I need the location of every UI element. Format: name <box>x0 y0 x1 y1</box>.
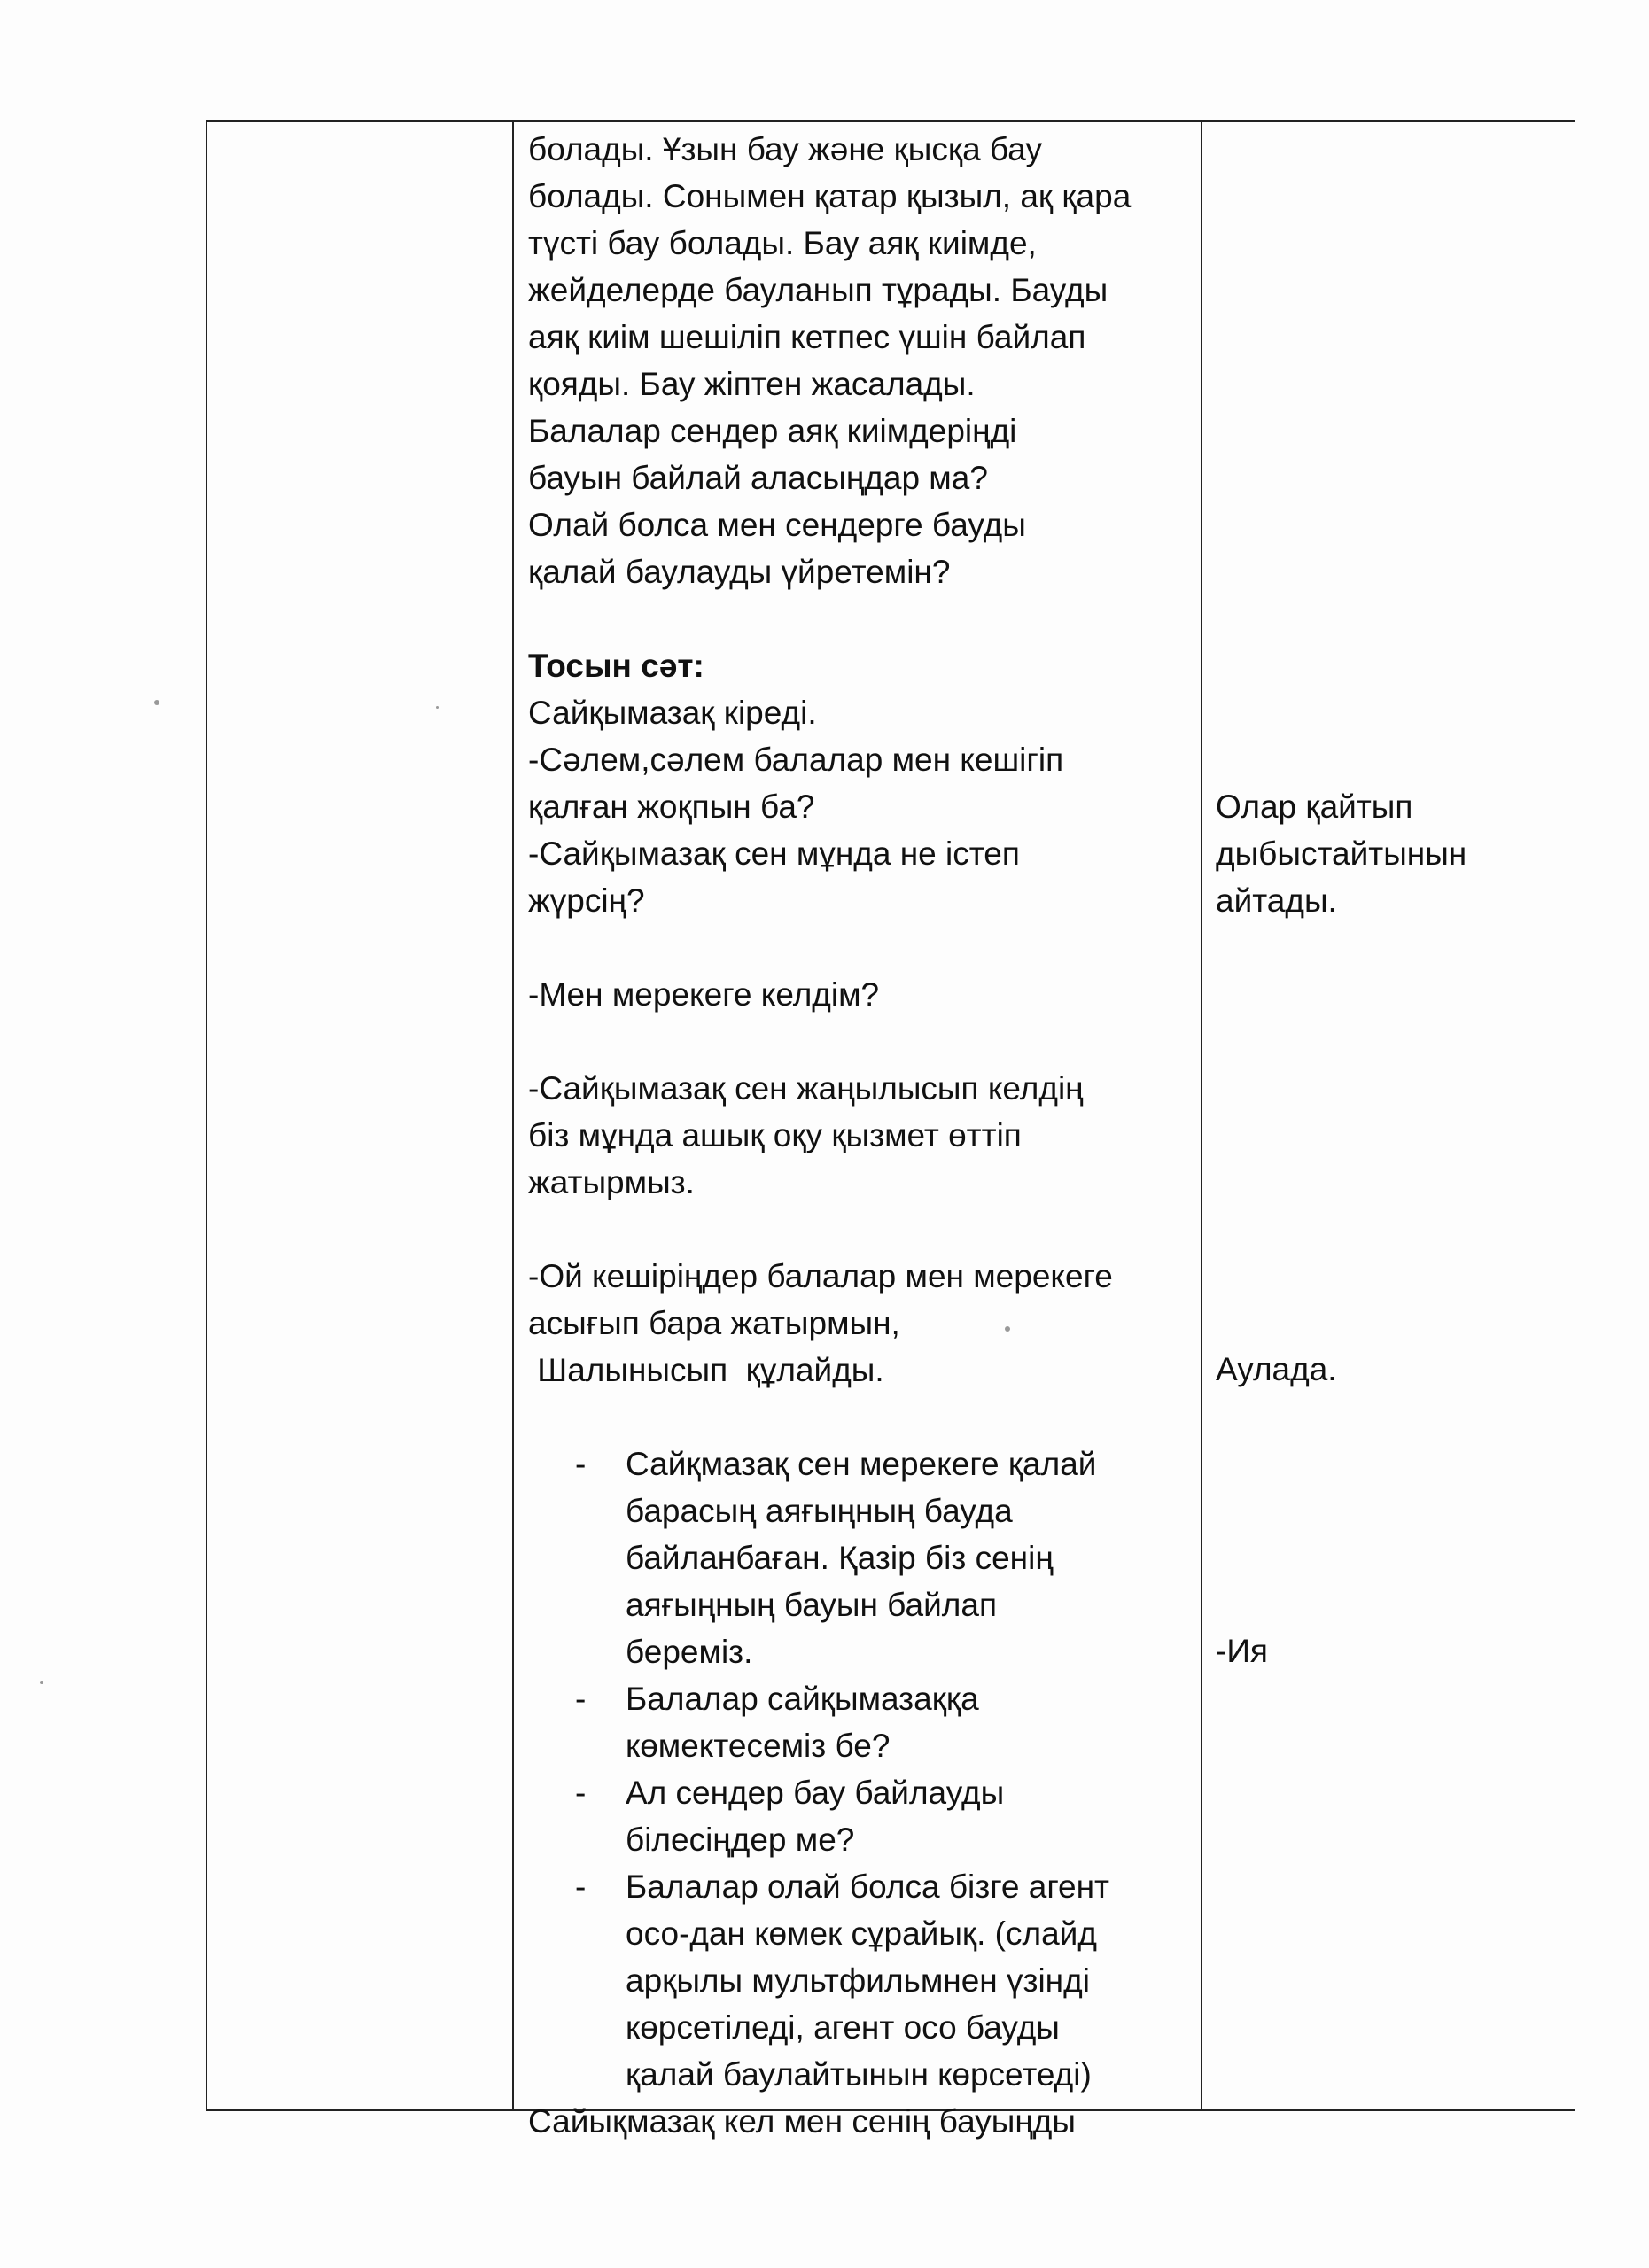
text-line: асығып бара жатырмын, <box>528 1305 900 1341</box>
bullet-dash: - <box>575 1868 587 1905</box>
text-line: -Ой кешіріңдер балалар мен мерекеге <box>528 1258 1113 1294</box>
bullet-dash: - <box>575 1446 587 1482</box>
text-line: көрсетіледі, агент осо бауды <box>626 2009 1060 2046</box>
text-line: Сайықмазақ кел мен сенің бауыңды <box>528 2103 1076 2140</box>
text-line: Сайқмазақ сен мерекеге қалай <box>626 1446 1097 1482</box>
text-line: -Сайқымазақ сен мұнда не істеп <box>528 835 1020 872</box>
table-divider-first <box>512 122 514 2109</box>
list-item <box>528 1863 1194 2098</box>
sorry-paragraph <box>528 1253 1194 1394</box>
text-line: бауын байлай аласыңдар ма? <box>528 460 988 496</box>
text-line: болады. Ұзын бау және қысқа бау <box>528 131 1042 167</box>
text-line: айтады. <box>1216 882 1337 919</box>
text-line: жатырмыз. <box>528 1164 695 1200</box>
bullet-dash: - <box>575 1681 587 1717</box>
text-line: Балалар сайқымазаққа <box>626 1681 979 1717</box>
text-line: болады. Сонымен қатар қызыл, ақ қара <box>528 178 1132 214</box>
scan-speck <box>154 700 159 705</box>
text-line: қояды. Бау жіптен жасалады. <box>528 366 976 402</box>
text-line: арқылы мультфильмнен үзінді <box>626 1962 1090 1999</box>
intro-paragraph <box>528 126 1194 595</box>
bullet-dash: - <box>575 1775 587 1811</box>
scan-speck <box>436 706 439 709</box>
text-line: білесіңдер ме? <box>626 1821 855 1858</box>
list-item <box>528 1675 1194 1769</box>
text-line: қалай баулайтынын көрсетеді) <box>626 2056 1092 2093</box>
list-item <box>528 1441 1194 1675</box>
text-line: Сайқымазақ кіреді. <box>528 695 817 731</box>
text-line: Олар қайтып <box>1216 788 1413 825</box>
bullet-list <box>528 1441 1194 2098</box>
response-block-1 <box>1216 783 1466 924</box>
text-line: Олай болса мен сендерге бауды <box>528 507 1026 543</box>
text-line: байланбаған. Қазір біз сенің <box>626 1540 1054 1576</box>
surprise-paragraph <box>528 689 1194 924</box>
response-block-3: -Ия <box>1216 1633 1268 1669</box>
text-line: жейделерде бауланып тұрады. Бауды <box>528 272 1108 308</box>
text-line: -Сәлем,сәлем балалар мен кешігіп <box>528 742 1064 778</box>
text-line: аяқ киім шешіліп кетпес үшін байлап <box>528 319 1086 355</box>
text-line: біз мұнда ашық оқу қызмет өттіп <box>528 1117 1022 1153</box>
teacher-activity-cell <box>528 126 1194 2145</box>
scan-speck <box>40 1681 43 1684</box>
text-line: -Мен мерекеге келдім? <box>528 976 880 1013</box>
text-line: аяғыңның бауын байлап <box>626 1587 997 1623</box>
text-line: барасың аяғыңның бауда <box>626 1493 1013 1529</box>
scan-speck <box>1005 1326 1010 1332</box>
mistaken-paragraph <box>528 1065 1194 1206</box>
text-line: қалай баулауды үйретемін? <box>528 554 951 590</box>
response-block-2: Аулада. <box>1216 1351 1337 1387</box>
list-item <box>528 1769 1194 1863</box>
text-line: қалған жоқпын ба? <box>528 788 815 825</box>
text-line: Балалар сендер аяқ киімдеріңді <box>528 413 1017 449</box>
text-line: Ал сендер бау байлауды <box>626 1775 1005 1811</box>
table-border-left <box>206 122 207 2109</box>
lesson-table <box>206 120 1575 2140</box>
text-line: жүрсің? <box>528 882 645 919</box>
text-line: береміз. <box>626 1634 753 1670</box>
text-line: көмектесеміз бе? <box>626 1728 891 1764</box>
surprise-heading: Тосын сәт: <box>528 648 704 684</box>
table-divider-second <box>1201 122 1202 2109</box>
text-line: Балалар олай болса бізге агент <box>626 1868 1109 1905</box>
text-line: осо-дан көмек сұрайық. (слайд <box>626 1915 1097 1952</box>
text-line: Шалынысып құлайды. <box>528 1352 884 1388</box>
text-line: түсті бау болады. Бау аяқ киімде, <box>528 225 1037 261</box>
text-line: -Сайқымазақ сен жаңылысып келдің <box>528 1070 1084 1107</box>
text-line: дыбыстайтынын <box>1216 835 1467 872</box>
